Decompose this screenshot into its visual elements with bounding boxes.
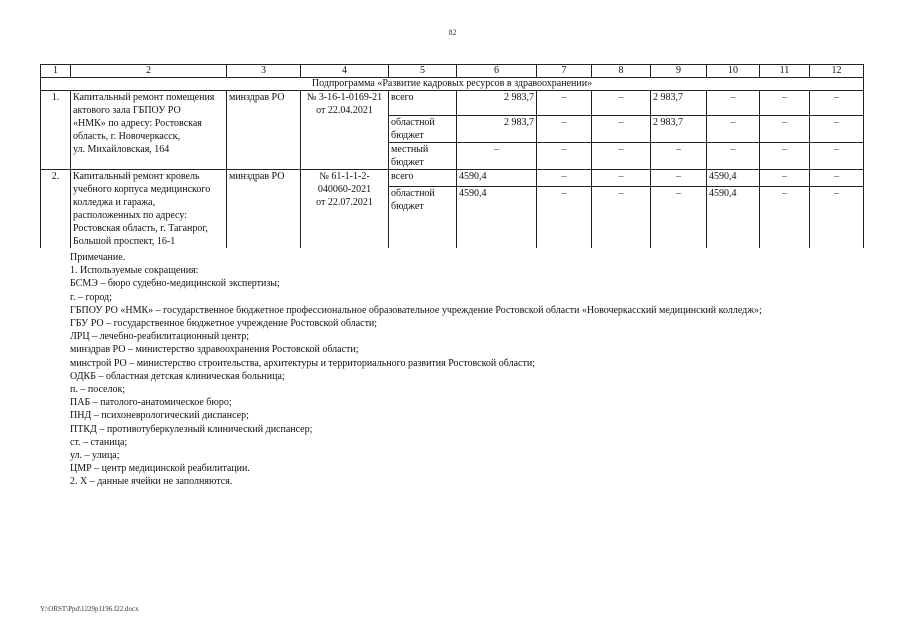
row-number: 1. [41,91,71,170]
amount-total: 4590,4 [457,186,537,248]
row-description [71,91,227,170]
funding-source [389,170,457,187]
amount-year: – [810,116,864,143]
row-number: 2. [41,170,71,249]
description-line: Большой проспект, 16-1 [73,236,176,247]
amount-year: – [760,116,810,143]
document-line: № 3-16-1-0169-21 [306,92,383,103]
row-document [301,91,389,170]
document-line: № 61-1-1-2- [319,171,370,182]
amount-total: 4590,4 [457,170,537,187]
abbreviation-line: ПНД – психоневрологический диспансер; [70,410,249,422]
abbreviation-line: ул. – улица; [70,450,120,462]
notes-line: 1. Используемые сокращения: [70,265,199,277]
abbreviation-line: минстрой РО – министерство строительства, архитектуры и территориального развития Ростовской области; [70,357,535,369]
amount-year: – [760,91,810,116]
description-line: расположенных по адресу: [73,210,187,221]
header-cell: 3 [227,65,301,78]
amount-year: 4590,4 [707,186,760,248]
abbreviation-line: минздрав РО – министерство здравоохранения Ростовской области; [70,344,359,356]
amount-year: – [810,143,864,170]
amount-year: – [537,170,592,187]
amount-year: – [537,116,592,143]
amount-year: – [810,91,864,116]
abbreviation-line: ОДКБ – областная детская клиническая больница; [70,370,285,382]
funding-source [389,91,457,116]
document-line: от 22.04.2021 [316,105,373,116]
source-line: бюджет [391,200,424,212]
table-row [41,170,864,187]
description-line: Капитальный ремонт помещения [73,92,215,103]
header-cell: 2 [71,65,227,78]
amount-year: – [651,143,707,170]
amount-year: – [651,186,707,248]
amount-year: 4590,4 [707,170,760,187]
amount-year: – [707,91,760,116]
amount-year: – [537,143,592,170]
document-line: от 22.07.2021 [316,197,373,208]
abbreviation-line: ПАБ – патолого-анатомическое бюро; [70,397,232,409]
funding-source [389,143,457,170]
abbreviation-line: ст. – станица; [70,436,128,448]
abbreviation-line: ЦМР – центр медицинской реабилитации. [70,463,250,475]
amount-year: – [537,186,592,248]
row-executor: минздрав РО [227,170,301,249]
description-line: Ростовская область, г. Таганрог, [73,223,208,234]
notes-section [70,251,870,489]
amount-year: – [592,170,651,187]
file-path-footer: Y:\ORST\Ppd\1229p1196.f22.docx [40,605,139,613]
source-line: бюджет [391,157,424,168]
amount-year: – [810,186,864,248]
document-line: 040060-2021 [317,184,372,195]
amount-year: – [537,91,592,116]
description-line: учебного корпуса медицинского [73,184,211,195]
header-row [41,65,864,78]
abbreviation-line: п. – поселок; [70,384,126,396]
amount-year: – [592,186,651,248]
header-cell: 5 [389,65,457,78]
header-cell: 10 [707,65,760,78]
header-cell: 7 [537,65,592,78]
amount-year: – [760,170,810,187]
subprogram-row [41,78,864,91]
amount-year: – [707,143,760,170]
amount-year: – [592,143,651,170]
amount-total: – [457,143,537,170]
description-line: ул. Михайловская, 164 [73,144,170,155]
amount-year: – [810,170,864,187]
financing-table [40,64,864,248]
amount-total: 2 983,7 [457,91,537,116]
source-line: всего [391,92,414,103]
table-row [41,91,864,116]
abbreviation-line: ЛРЦ – лечебно-реабилитационный центр; [70,331,250,343]
amount-year: – [707,116,760,143]
description-line: Капитальный ремонт кровель [73,171,200,182]
source-line: областной [391,187,435,199]
amount-year: – [592,91,651,116]
description-line: «НМК» по адресу: Ростовская [73,118,202,129]
funding-source [389,116,457,143]
notes-heading: Примечание. [70,252,126,263]
header-cell: 11 [760,65,810,78]
description-line: колледжа и гаража, [73,197,156,208]
abbreviation-line: ГБУ РО – государственное бюджетное учреждение Ростовской области; [70,318,378,330]
source-line: бюджет [391,130,424,141]
amount-year: 2 983,7 [651,116,707,143]
abbreviation-line: ПТКД – противотуберкулезный клинический диспансер; [70,423,313,435]
notes-line: 2. Х – данные ячейки не заполняются. [70,476,233,488]
amount-total: 2 983,7 [457,116,537,143]
amount-year: – [760,143,810,170]
description-line: область, г. Новочеркасск, [73,131,181,142]
source-line: всего [391,171,414,182]
row-executor: минздрав РО [227,91,301,170]
amount-year: – [592,116,651,143]
subprogram-title: Подпрограмма «Развитие кадровых ресурсов в здравоохранении» [41,78,864,91]
header-cell: 8 [592,65,651,78]
amount-year: – [760,186,810,248]
abbreviation-line: г. – город; [70,291,112,303]
header-cell: 4 [301,65,389,78]
header-cell: 1 [41,65,71,78]
header-cell: 9 [651,65,707,78]
header-cell: 12 [810,65,864,78]
row-document [301,170,389,249]
abbreviation-line: ГБПОУ РО «НМК» – государственное бюджетное профессиональное образовательное учреждение Ростовской области «Новочеркасский медицинский колледж»; [70,304,762,316]
page-number: 82 [448,28,457,37]
abbreviation-line: БСМЭ – бюро судебно-медицинской экспертизы; [70,278,280,290]
header-cell: 6 [457,65,537,78]
source-line: областной [391,117,435,128]
description-line: актового зала ГБПОУ РО [73,105,181,116]
amount-year: – [651,170,707,187]
row-description [71,170,227,249]
funding-source [389,186,457,248]
amount-year: 2 983,7 [651,91,707,116]
source-line: местный [391,144,429,155]
